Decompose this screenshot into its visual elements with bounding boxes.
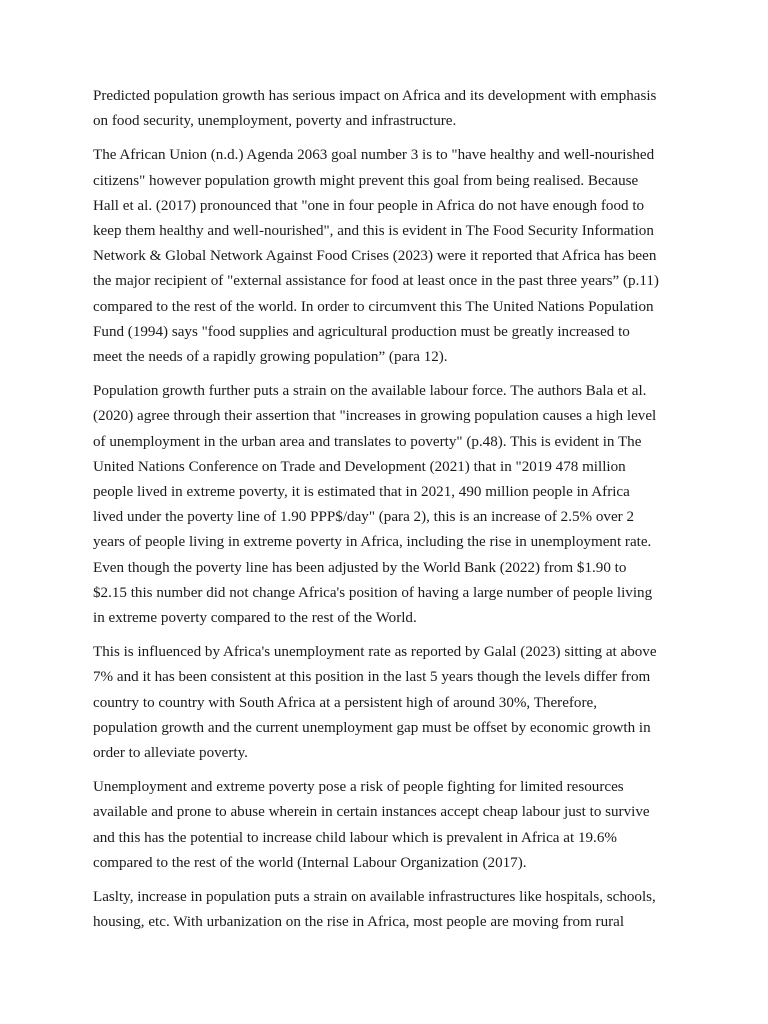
document-body — [93, 84, 678, 945]
paragraph-infrastructure: Laslty, increase in population puts a strain on available infrastructures like hospitals, schools, housing, etc. With urbanization on the rise in Africa, most people are moving from rural — [93, 889, 656, 931]
paragraph-child-labour: Unemployment and extreme poverty pose a risk of people fighting for limited resources available and prone to abuse wherein in certain instances accept cheap labour just to survive and this has the potential to increase child labour which is prevalent in Africa at 19.6% compared to the rest of the world (Internal Labour Organization (2017). — [93, 779, 650, 871]
paragraph-food-security: The African Union (n.d.) Agenda 2063 goal number 3 is to "have healthy and well-nourished citizens" however population growth might prevent this goal from being realised. Because Hall et al. (2017) pronounced that "one in four people in Africa do not have enough food to keep them healthy and well-nourished", and this is evident in The Food Security Information Network & Global Network Against Food Crises (2023) were it reported that Africa has been the major recipient of "external assistance for food at least once in the past three years” (p.11) compared to the rest of the world. In order to circumvent this The United Nations Population Fund (1994) says "food supplies and agricultural production must be greatly increased to meet the needs of a rapidly growing population” (para 12). — [93, 147, 659, 366]
paragraph-unemployment-rate: This is influenced by Africa's unemployment rate as reported by Galal (2023) sitting at above 7% and it has been consistent at this position in the last 5 years though the levels differ from country to country with South Africa at a persistent high of around 30%, Therefore, population growth and the current unemployment gap must be offset by economic growth in order to alleviate poverty. — [93, 644, 657, 762]
paragraph-labour-force: Population growth further puts a strain on the available labour force. The authors Bala et al. (2020) agree through their assertion that "increases in growing population causes a high level of unemployment in the urban area and translates to poverty" (p.48). This is evident in The United Nations Conference on Trade and Development (2021) that in "2019 478 million people lived in extreme poverty, it is estimated that in 2021, 490 million people in Africa lived under the poverty line of 1.90 PPP$/day" (para 2), this is an increase of 2.5% over 2 years of people living in extreme poverty in Africa, including the rise in unemployment rate. Even though the poverty line has been adjusted by the World Bank (2022) from $1.90 to $2.15 this number did not change Africa's position of having a large number of people living in extreme poverty compared to the rest of the World. — [93, 383, 657, 627]
paragraph-intro: Predicted population growth has serious impact on Africa and its development with emphasis on food security, unemployment, poverty and infrastructure. — [93, 88, 657, 130]
